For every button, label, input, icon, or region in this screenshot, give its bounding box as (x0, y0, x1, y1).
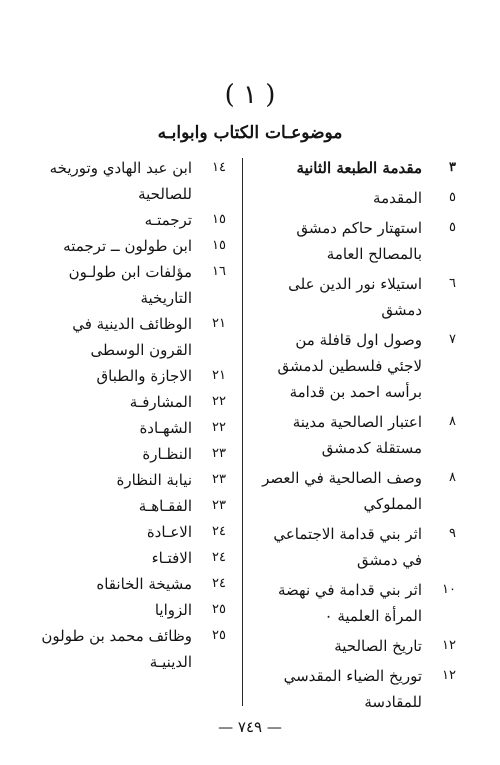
toc-entry (14, 311, 226, 363)
toc-entry (14, 363, 226, 389)
toc-page-number: ١٥ (212, 238, 226, 253)
toc-page-number: ٢١ (212, 316, 226, 331)
toc-entry-continuation: للصالحية (138, 185, 192, 203)
toc-page-number: ٢٤ (212, 550, 226, 565)
toc-page-number: ٢٤ (212, 524, 226, 539)
toc-entry-title: الوظائف الدينية في (72, 315, 192, 333)
toc-page-number: ١٢ (442, 668, 456, 683)
toc-page-number: ٢٥ (212, 602, 226, 617)
toc-page-number: ٢٣ (212, 446, 226, 461)
toc-entry (230, 577, 456, 629)
toc-entry-title: مؤلفات ابن طولـون (68, 263, 192, 281)
toc-page-number: ٢٢ (212, 420, 226, 435)
toc-page-number: ٢٣ (212, 498, 226, 513)
toc-entry (230, 185, 456, 211)
toc-entry (230, 271, 456, 323)
toc-page-number: ٢٥ (212, 628, 226, 643)
toc-entry-continuation: القرون الوسطى (90, 341, 192, 359)
toc-page-number: ٨ (449, 470, 456, 485)
toc-entry-title: مقدمة الطبعة الثانية (296, 159, 422, 177)
toc-page-number: ٨ (449, 414, 456, 429)
toc-entry-title: اثر بني قدامة في نهضة (278, 581, 422, 599)
toc-entry-title: مشيخة الخانقاه (96, 575, 192, 593)
toc-entry (230, 521, 456, 573)
toc-entry-continuation: للمقادسة (364, 693, 422, 711)
toc-entry-title: ابن طولون ــ ترجمته (63, 237, 192, 255)
toc-entry-title: الاعـادة (146, 523, 192, 541)
toc-entry-title: وصول اول قافلة من (295, 331, 422, 349)
toc-page-number: ١٢ (442, 638, 456, 653)
toc-entry (14, 571, 226, 597)
toc-left-column (14, 155, 226, 675)
toc-entry-title: الافتـاء (151, 549, 192, 567)
toc-entry (14, 623, 226, 675)
toc-entry (230, 465, 456, 517)
toc-entry (230, 215, 456, 267)
toc-entry-continuation: المملوكي (363, 495, 422, 513)
toc-entry-title: النظـارة (142, 445, 192, 463)
toc-entry-title: ابن عبد الهادي وتوريخه (49, 159, 192, 177)
toc-entry (14, 233, 226, 259)
toc-entry-title: استهتار حاكم دمشق (296, 219, 422, 237)
page-number: — ٧٤٩ — (218, 718, 282, 736)
toc-page-number: ٥ (449, 220, 456, 235)
toc-entry (230, 663, 456, 715)
page-title: موضوعـات الكتاب وابوابـه (157, 123, 343, 143)
toc-entry-title: الشهـادة (139, 419, 192, 437)
toc-entry (230, 633, 456, 659)
toc-entry-title: ترجمتـه (144, 211, 192, 229)
toc-page-number: ٧ (449, 332, 456, 347)
toc-entry-title: تاريخ الصالحية (334, 637, 422, 655)
toc-entry-continuation: المرأة العلمية ٠ (324, 607, 422, 625)
toc-page-number: ٩ (449, 526, 456, 541)
toc-entry-continuation: بالمصالح العامة (326, 245, 422, 263)
toc-entry (230, 155, 456, 181)
toc-entry (14, 493, 226, 519)
toc-page-number: ٥ (449, 190, 456, 205)
toc-entry-continuation: في دمشق (356, 551, 422, 569)
toc-page-number: ٢٢ (212, 394, 226, 409)
toc-entry (14, 415, 226, 441)
toc-page-number: ٢١ (212, 368, 226, 383)
toc-entry (14, 155, 226, 207)
toc-entry-continuation: برأسه احمد بن قدامة (289, 383, 422, 401)
toc-entry-title: الزوايا (154, 601, 192, 619)
page-heading: ( ١ ) (224, 80, 276, 110)
toc-entry (14, 467, 226, 493)
toc-entry (230, 409, 456, 461)
toc-entry-title: وظائف محمد بن طولون (41, 627, 192, 645)
toc-entry (14, 389, 226, 415)
toc-page-number: ٣ (449, 160, 456, 175)
toc-page-number: ١٥ (212, 212, 226, 227)
toc-entry-continuation: دمشق (381, 301, 422, 319)
toc-entry-title: الفقـاهـة (138, 497, 192, 515)
toc-entry-title: المقدمة (373, 189, 422, 207)
toc-entry (14, 207, 226, 233)
toc-entry-title: المشارفـة (129, 393, 192, 411)
toc-page-number: ٢٣ (212, 472, 226, 487)
toc-entry-title: اثر بني قدامة الاجتماعي (273, 525, 422, 543)
toc-entry (14, 519, 226, 545)
toc-entry (14, 597, 226, 623)
toc-entry (14, 441, 226, 467)
toc-entry-title: وصف الصالحية في العصر (262, 469, 422, 487)
toc-entry (14, 259, 226, 311)
toc-right-column (230, 155, 456, 719)
toc-entry-title: نيابة النظارة (116, 471, 192, 489)
toc-entry (230, 327, 456, 405)
toc-entry-title: استيلاء نور الدين على (288, 275, 422, 293)
toc-entry-continuation: مستقلة كدمشق (321, 439, 422, 457)
toc-entry-title: توريخ الضياء المقدسي (283, 667, 422, 685)
toc-page-number: ١٦ (212, 264, 226, 279)
toc-entry-continuation: التاريخية (140, 289, 192, 307)
toc-entry-continuation: الدينيـة (149, 653, 192, 671)
toc-entry-continuation: لاجئي فلسطين لدمشق (277, 357, 422, 375)
toc-page-number: ٦ (449, 276, 456, 291)
toc-entry-title: الاجازة والطباق (96, 367, 192, 385)
toc-page-number: ١٤ (212, 160, 226, 175)
toc-page-number: ١٠ (442, 582, 456, 597)
toc-entry (14, 545, 226, 571)
toc-entry-title: اعتبار الصالحية مدينة (292, 413, 422, 431)
toc-page-number: ٢٤ (212, 576, 226, 591)
column-divider (242, 158, 243, 706)
